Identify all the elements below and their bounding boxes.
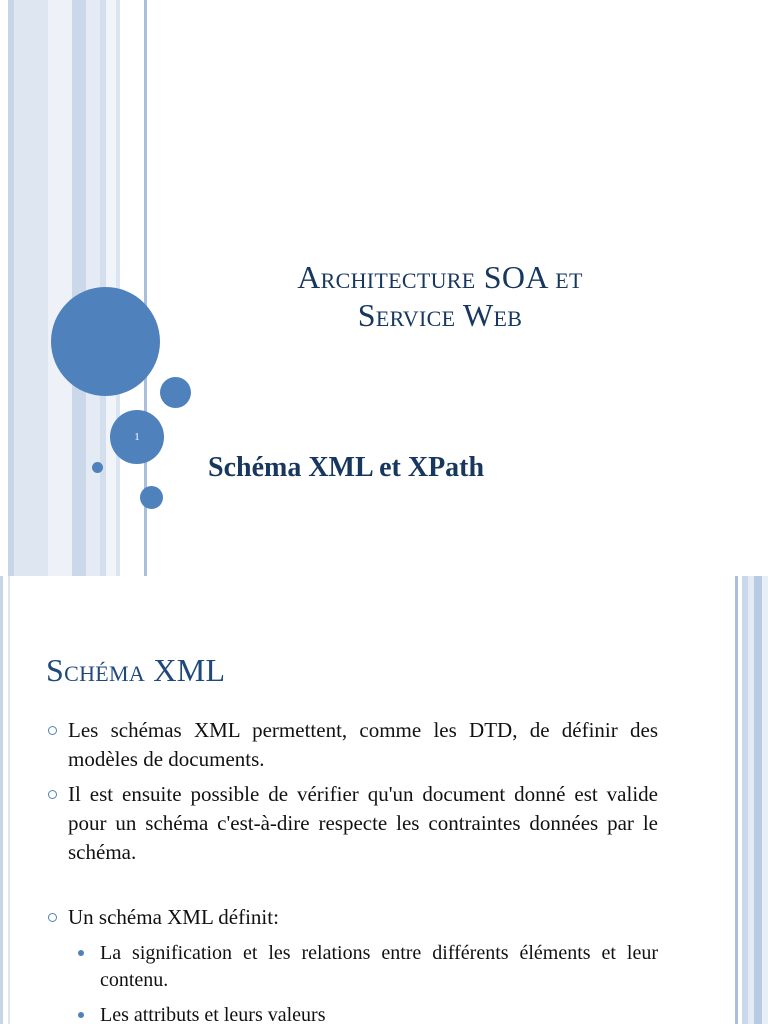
decorative-stripe <box>0 576 3 1024</box>
title-line-2: Service Web <box>357 297 523 333</box>
slide-heading: Schéma XML <box>46 652 226 688</box>
dot-ornament <box>92 462 103 473</box>
content-slide <box>0 576 768 1024</box>
decorative-stripe <box>8 576 10 1024</box>
sub-bullet-item <box>46 1002 658 1024</box>
bullet-text: Un schéma XML définit: <box>68 905 279 929</box>
decorative-stripe <box>762 576 768 1024</box>
slide-subtitle: Schéma XML et XPath <box>208 452 485 483</box>
decorative-stripe <box>754 576 762 1024</box>
bullet-text: Les schémas XML permettent, comme les DTD, de définir des modèles de documents. <box>68 718 658 771</box>
small-circle-ornament <box>160 377 191 408</box>
circle-bullet-icon <box>48 913 57 922</box>
slide-number: 1 <box>134 431 140 443</box>
bullet-item <box>46 903 658 932</box>
sub-bullet-text: La signification et les relations entre différents éléments et leur contenu. <box>100 942 658 991</box>
sub-bullet-text: Les attributs et leurs valeurs <box>100 1004 326 1024</box>
slide-content <box>46 716 658 1024</box>
bullet-item <box>46 780 658 867</box>
slide-title <box>190 258 690 334</box>
sub-bullet-item <box>46 940 658 994</box>
small-circle-ornament <box>140 486 163 509</box>
decorative-stripe <box>72 0 86 576</box>
decorative-stripe <box>14 0 48 576</box>
circle-bullet-icon <box>48 790 57 799</box>
dot-bullet-icon <box>78 950 84 956</box>
decorative-line <box>735 576 738 1024</box>
circle-bullet-icon <box>48 726 57 735</box>
dot-bullet-icon <box>78 1012 84 1018</box>
large-circle-ornament <box>51 287 160 396</box>
bullet-text: Il est ensuite possible de vérifier qu'un document donné est valide pour un schéma c'est-à-dire respecte les contraintes données par le schéma. <box>68 782 658 864</box>
bullet-item <box>46 716 658 774</box>
title-line-1: Architecture SOA et <box>297 259 583 295</box>
decorative-stripe <box>48 0 72 576</box>
